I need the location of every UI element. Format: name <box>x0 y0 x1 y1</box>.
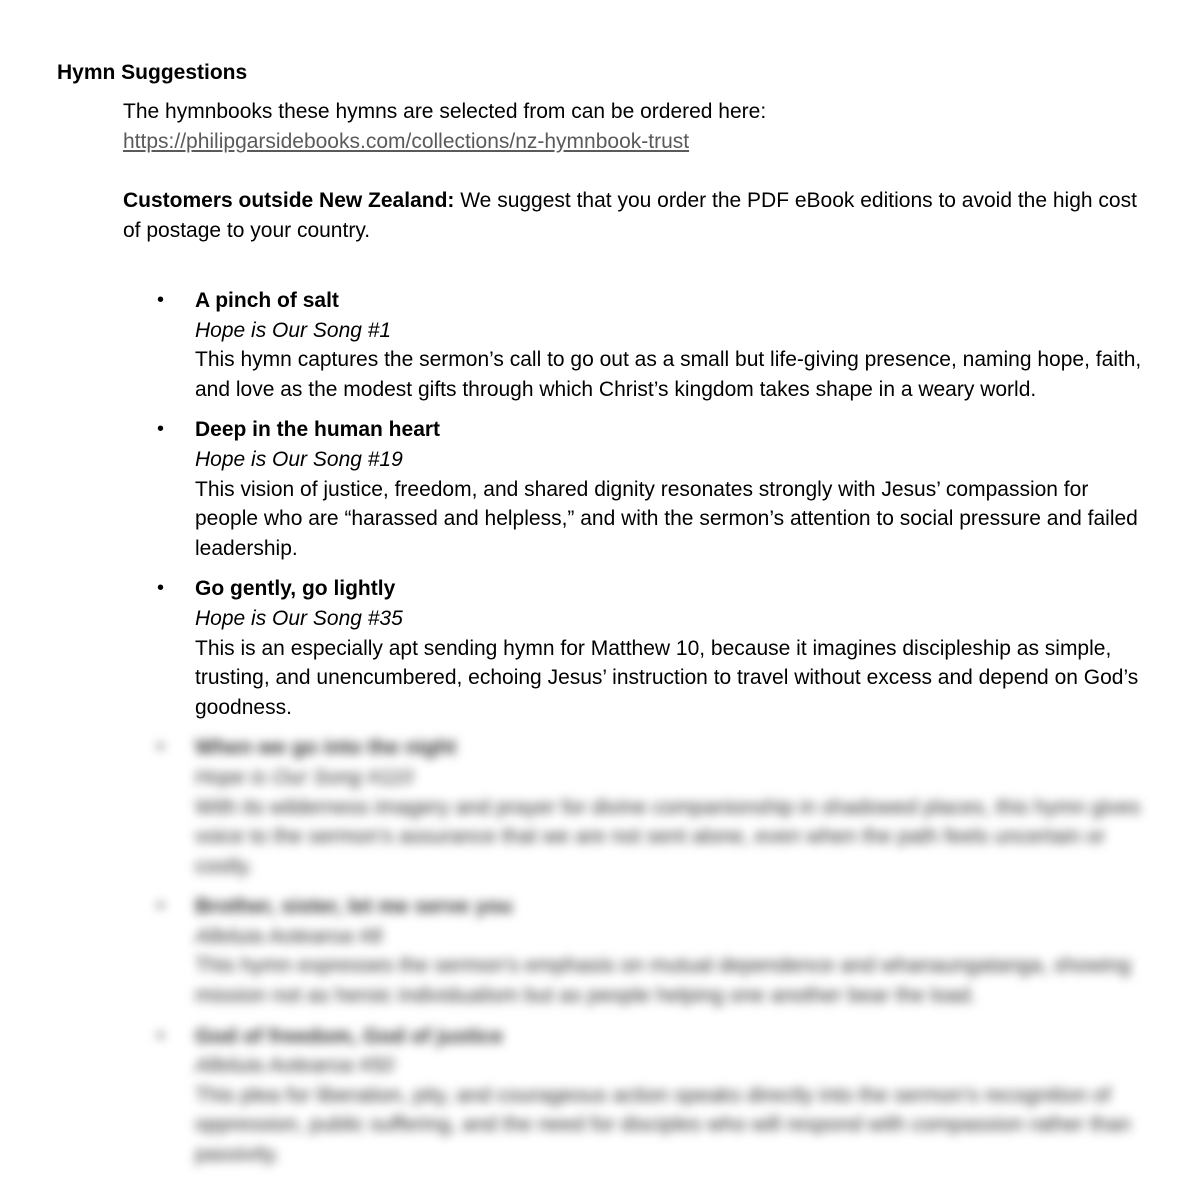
hymn-description: This hymn expresses the sermon’s emphasis on mutual dependence and whanaungatanga, showing mission not as heroic individualism but as people helping one another bear the load. <box>195 954 1131 1008</box>
hymn-source: Hope is Our Song #19 <box>195 447 403 471</box>
hymn-list <box>123 286 1153 1181</box>
hymn-title: God of freedom, God of justice <box>195 1024 504 1048</box>
notice-label: Customers outside New Zealand: <box>123 189 455 212</box>
hymn-source: Alleluia Aotearoa #50 <box>195 1054 394 1078</box>
list-item <box>123 1022 1153 1170</box>
notice-text: We suggest that you order the PDF eBook editions to avoid the high cost of postage to your country. <box>123 189 1137 242</box>
bullet-icon: • <box>157 736 165 759</box>
hymn-source: Hope is Our Song #1 <box>195 318 392 342</box>
list-item <box>123 733 1153 881</box>
hymn-description: This hymn captures the sermon’s call to go out as a small but life-giving presence, naming hope, faith, and love as the modest gifts through which Christ’s kingdom takes shape in a weary world. <box>195 348 1142 401</box>
hymnbook-link[interactable]: https://philipgarsidebooks.com/collections/nz-hymnbook-trust <box>123 129 690 153</box>
hymn-title: A pinch of salt <box>195 289 339 312</box>
hymn-title: Brother, sister, let me serve you <box>195 895 513 919</box>
list-item <box>123 415 1153 563</box>
bullet-icon: • <box>157 289 165 311</box>
intro-paragraph <box>123 97 1153 156</box>
hymn-source: Hope is Our Song #35 <box>195 606 403 630</box>
bullet-icon: • <box>157 895 165 918</box>
bullet-icon: • <box>157 577 165 600</box>
list-item <box>123 892 1153 1010</box>
hymn-title: Deep in the human heart <box>195 418 441 442</box>
hymn-description: This vision of justice, freedom, and shared dignity resonates strongly with Jesus’ compassion for people who are “harassed and helpless,” and with the sermon’s attention to social pressure and failed leadership. <box>195 477 1138 560</box>
hymn-source: Alleluia Aotearoa #8 <box>195 924 383 948</box>
hymn-description: With its wilderness imagery and prayer for divine companionship in shadowed places, this hymn gives voice to the sermon’s assurance that we are not sent alone, even when the path feels uncertain or costly. <box>195 795 1141 878</box>
bullet-icon: • <box>157 418 165 441</box>
hymn-description: This plea for liberation, pity, and courageous action speaks directly into the sermon’s recognition of oppression, public suffering, and the need for disciples who will respond with compassion rather than passivity. <box>195 1083 1131 1167</box>
page-heading: Hymn Suggestions <box>57 61 248 84</box>
list-item <box>123 286 1153 404</box>
hymn-title: When we go into the night <box>195 736 457 760</box>
hymn-source: Hope is Our Song #110 <box>195 765 413 789</box>
list-item <box>123 574 1153 722</box>
bullet-icon: • <box>157 1024 165 1047</box>
hymn-description: This is an especially apt sending hymn for Matthew 10, because it imagines discipleship as simple, trusting, and unencumbered, echoing Jesus’ instruction to travel without excess and depend on God’s goodness. <box>195 636 1139 719</box>
notice-paragraph <box>123 186 1143 245</box>
hymn-title: Go gently, go lightly <box>195 577 396 601</box>
intro-text: The hymnbooks these hymns are selected from can be ordered here: <box>123 100 767 123</box>
